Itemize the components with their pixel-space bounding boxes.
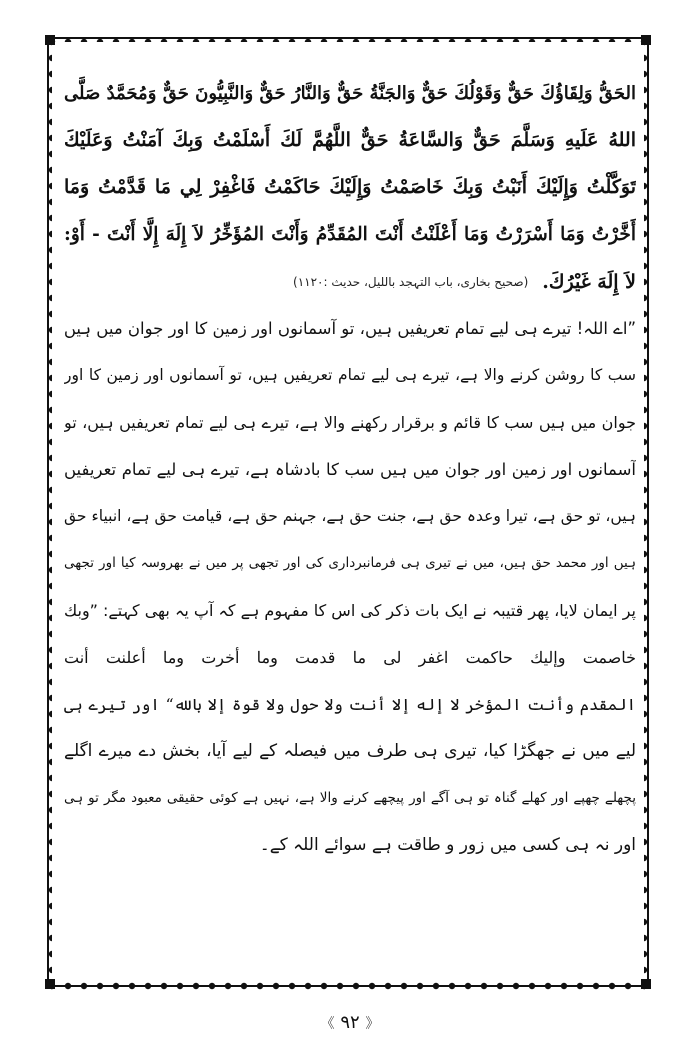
page-body (64, 70, 636, 869)
page-number-footer (0, 1012, 700, 1033)
arabic-ending-with-reference (64, 258, 636, 305)
page-number: ۹۲ (340, 1012, 360, 1033)
urdu-line-3: جوان میں ہیں سب کا قائم و برقرار رکھنے والا ہے، تیرے ہی لیے تمام تعریفیں ہیں، تو (64, 413, 636, 432)
arabic-line-5: لاَ إِلَهَ غَيْرُكَ. (542, 270, 636, 293)
arabic-line-1: الحَقُّ وَلِقَاؤُكَ حَقٌّ وَقَوْلُكَ حَقٌّ وَالجَنَّةُ حَقٌّ وَالنَّارُ حَقٌّ وَالنَّبِيُّونَ حَقٌّ وَمُحَمَّدٌ صَلَّى (64, 83, 636, 104)
urdu-line-7: پر ایمان لایا، پھر قتیبہ نے ایک بات ذکر کی اس کا مفہوم ہے کہ آپ یہ بھی کہتے: ”وبك (64, 601, 636, 620)
hadith-reference: (صحیح بخاری، باب التہجد باللیل، حدیث :۱۱۲۰) (293, 274, 529, 289)
urdu-line-4: آسمانوں اور زمین اور جوان میں ہیں سب کا بادشاہ ہے، تیرے ہی لیے تمام تعریفیں (64, 460, 636, 479)
arabic-quote-line-1: خاصمت وإليك حاكمت اغفر لى ما قدمت وما أخرت وما أعلنت أنت (64, 648, 636, 667)
arabic-line-4: أَخَّرْتُ وَمَا أَسْرَرْتُ وَمَا أَعْلَنْتُ أَنْتَ المُقَدِّمُ وَأَنْتَ المُؤَخِّرُ لاَ إِلَهَ إِلَّا أَنْتَ - أَوْ: (64, 224, 636, 245)
urdu-line-9: پچھلے چھپے اور کھلے گناہ تو ہی آگے اور پیچھے کرنے والا ہے، نہیں ہے کوئی حقیقی معبود مگر تو ہی (64, 790, 636, 806)
urdu-line-10: اور نہ ہی کسی میں زور و طاقت ہے سوائے اللہ کے۔ (259, 835, 636, 855)
urdu-line-2: سب کا روشن کرنے والا ہے، تیرے ہی لیے تمام تعریفیں ہیں، تو آسمانوں اور زمین کا اور (64, 366, 636, 384)
arabic-line-3: تَوَكَّلْتُ وَإِلَيْكَ أَنَبْتُ وَبِكَ خَاصَمْتُ وَإِلَيْكَ حَاكَمْتُ فَاغْفِرْ لِي مَا قَدَّمْتُ وَمَا (64, 176, 636, 198)
urdu-line-1: ”اے اللہ! تیرے ہی لیے تمام تعریفیں ہیں، تو آسمانوں اور زمین کا اور جوان میں ہیں (64, 319, 636, 338)
arabic-quote-line-2: المقدم وأنت المؤخر لا إله إلا أنت ولا حول ولا قوة إلا بالله“ اور تیرے ہی (64, 695, 636, 714)
urdu-line-5: ہیں، تو حق ہے، تیرا وعدہ حق ہے، جنت حق ہے، جہنم حق ہے، قیامت حق ہے، انبیاء حق (64, 507, 636, 525)
urdu-line-8: لیے میں نے جھگڑا کیا، تیری ہی طرف میں فیصلہ کے لیے آیا، بخش دے میرے اگلے (64, 741, 636, 761)
ornament-right-icon: 》 (365, 1016, 380, 1032)
arabic-line-2: اللهُ عَلَيهِ وَسَلَّمَ حَقٌّ وَالسَّاعَةُ حَقٌّ اللَّهُمَّ لَكَ أَسْلَمْتُ وَبِكَ آمَنْتُ وَعَلَيْكَ (64, 129, 636, 151)
urdu-line-6: ہیں اور محمد حق ہیں، میں نے تیری ہی فرمانبرداری کی اور تجھی پر میں نے بھروسہ کیا اور تجھی (64, 555, 636, 571)
ornament-left-icon: 《 (320, 1016, 335, 1032)
